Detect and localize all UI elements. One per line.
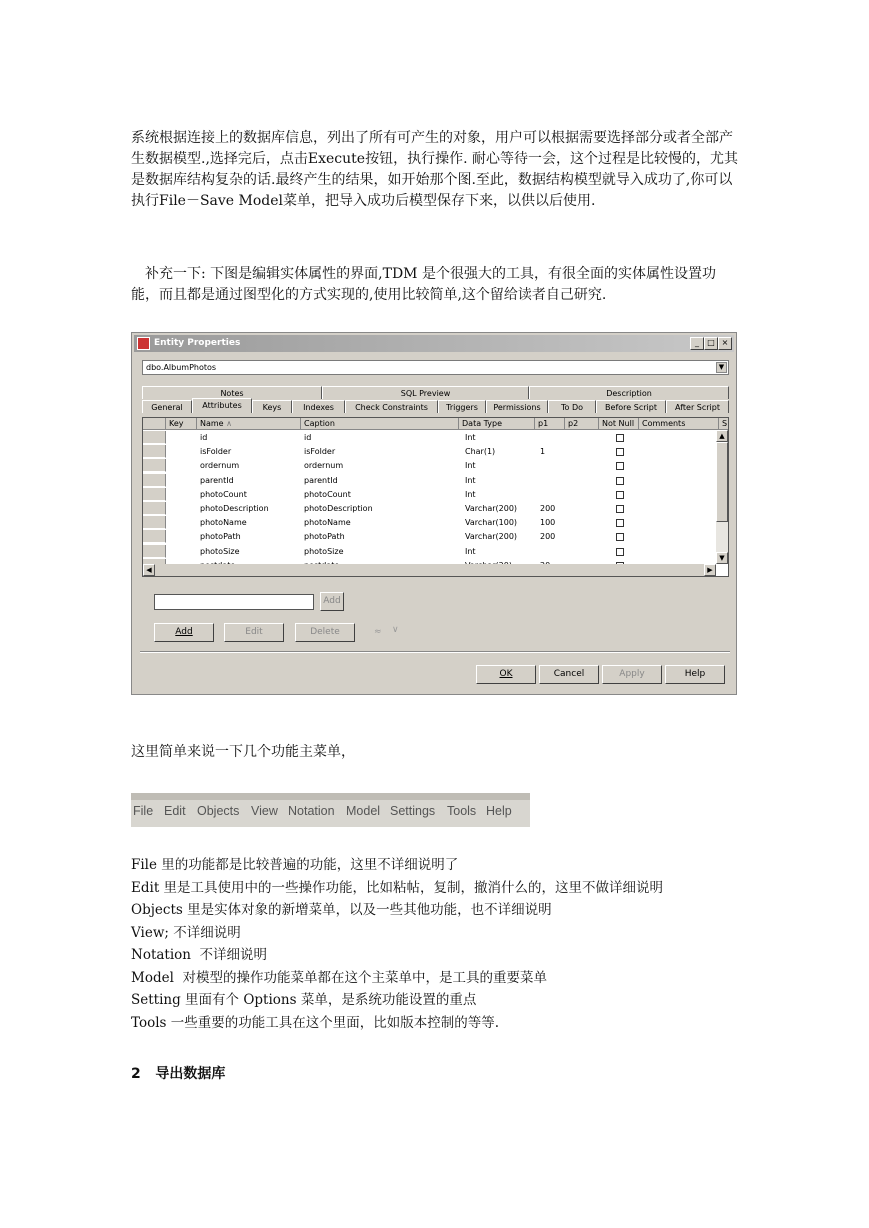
cell-caption: ordernum [304, 461, 344, 471]
menu-desc-tools: Tools 一些重要的功能工具在这个里面，比如版本控制的等等. [131, 1014, 500, 1031]
tab-general[interactable]: General [142, 400, 192, 413]
cell-caption: photoPath [304, 532, 345, 542]
menu-settings[interactable]: Settings [390, 804, 436, 818]
minimize-icon[interactable]: _ [690, 337, 704, 350]
row-selector[interactable] [143, 459, 166, 472]
tab-keys[interactable]: Keys [252, 400, 292, 413]
menu-edit[interactable]: Edit [164, 804, 186, 818]
not-null-checkbox[interactable] [616, 548, 624, 556]
col-header-comments[interactable]: Comments [639, 418, 719, 430]
row-selector[interactable] [143, 545, 166, 558]
menu-desc-setting: Setting 里面有个 Options 菜单，是系统功能设置的重点 [131, 992, 477, 1008]
cell-name: parentId [200, 475, 234, 485]
scroll-thumb[interactable] [716, 442, 728, 522]
dialog-titlebar [134, 335, 734, 352]
col-header-s[interactable]: S [719, 418, 729, 430]
menu-notation[interactable]: Notation [288, 804, 335, 818]
col-header-notnull[interactable]: Not Null [599, 418, 639, 430]
cell-name: photoCount [200, 489, 247, 499]
cell-name: photoName [200, 518, 247, 528]
row-selector[interactable] [143, 474, 166, 487]
maximize-icon[interactable]: □ [704, 337, 718, 350]
scroll-right-icon[interactable]: ▶ [704, 564, 716, 576]
close-icon[interactable]: × [718, 337, 732, 350]
not-null-checkbox[interactable] [616, 533, 624, 541]
apply-button[interactable]: Apply [602, 665, 662, 684]
cell-caption: photoDescription [304, 504, 373, 513]
cell-caption: photoCount [304, 489, 351, 499]
menu-help[interactable]: Help [486, 804, 512, 818]
table-row[interactable] [143, 459, 717, 473]
cell-name: ordernum [200, 461, 240, 471]
entity-select-value: dbo.AlbumPhotos [146, 363, 217, 372]
menu-descriptions [131, 854, 781, 1034]
not-null-checkbox[interactable] [616, 519, 624, 527]
row-selector[interactable] [143, 530, 166, 543]
menu-tools[interactable]: Tools [447, 804, 477, 818]
cell-type: Varchar(200) [465, 532, 518, 542]
col-header-p1[interactable]: p1 [535, 418, 565, 430]
tab-before-script[interactable]: Before Script [596, 400, 666, 413]
menu-desc-view: View; 不详细说明 [131, 924, 241, 941]
menu-view[interactable]: View [251, 804, 278, 818]
cell-caption: isFolder [304, 447, 336, 457]
intro-paragraph: 系统根据连接上的数据库信息，列出了所有可产生的对象，用户可以根据需要选择部分或者全部产生数据模型.,选择完后，点击Execute按钮，执行操作. 耐心等待一会，这个过程是比较慢的，尤其是数据库结构复杂的话.最终产生的结果，如开始那个图.至此，数据结构模型就导入成功了,你可以执行File－Save Model菜单，把导入成功后模型保存下来，以供以后使用. [131, 130, 738, 209]
not-null-checkbox[interactable] [616, 505, 624, 513]
cell-type: Int [465, 461, 476, 471]
table-row[interactable] [143, 474, 717, 488]
menu-file[interactable]: File [133, 804, 154, 818]
table-row[interactable] [143, 445, 717, 459]
cell-name: id [200, 433, 208, 442]
row-selector[interactable] [143, 445, 166, 458]
not-null-checkbox[interactable] [616, 448, 624, 456]
move-down-icon[interactable]: ∨ [392, 625, 399, 635]
cell-p1: 100 [540, 518, 556, 528]
menu-desc-model: Model 对模型的操作功能菜单都在这个主菜单中，是工具的重要菜单 [131, 969, 547, 986]
menu-model[interactable]: Model [346, 804, 381, 818]
app-icon [137, 337, 150, 350]
cell-p1: 200 [540, 504, 556, 513]
entity-select[interactable] [142, 360, 729, 375]
table-row[interactable] [143, 488, 717, 502]
cell-type: Int [465, 546, 476, 556]
scroll-up-icon[interactable]: ▲ [716, 430, 728, 442]
delete-button[interactable]: Delete [295, 623, 355, 642]
table-row[interactable] [143, 530, 717, 544]
cell-caption: id [304, 433, 312, 442]
cell-name: photoDescription [200, 504, 269, 513]
table-row[interactable] [143, 431, 717, 445]
tab-triggers[interactable]: Triggers [438, 400, 486, 413]
table-row[interactable] [143, 545, 717, 559]
col-header-name[interactable]: Name ∧ [197, 418, 301, 430]
cancel-button[interactable]: Cancel [539, 665, 599, 684]
cell-type: Int [465, 433, 476, 442]
move-up-icon[interactable]: ≈ [374, 627, 382, 637]
cell-p1: 200 [540, 532, 556, 542]
menu-desc-edit: Edit 里是工具使用中的一些操作功能，比如粘帖，复制，撤消什么的，这里不做详细说明 [131, 879, 664, 896]
menubar-top-strip [131, 793, 530, 800]
row-selector[interactable] [143, 502, 166, 515]
tab-todo[interactable]: To Do [548, 400, 596, 413]
tab-sql-preview[interactable]: SQL Preview [322, 386, 529, 399]
dialog-title: Entity Properties [154, 338, 241, 348]
new-attribute-input[interactable] [154, 594, 314, 610]
help-button[interactable]: Help [665, 665, 725, 684]
cell-name: photoPath [200, 532, 241, 542]
cell-type: Int [465, 475, 476, 485]
menubar-screenshot [131, 793, 530, 827]
cell-type: Varchar(100) [465, 518, 518, 528]
tab-indexes[interactable]: Indexes [292, 400, 345, 413]
add-button[interactable]: Add [154, 623, 214, 642]
cell-type: Char(1) [465, 447, 496, 457]
horizontal-scrollbar[interactable] [143, 564, 716, 576]
scroll-down-icon[interactable]: ▼ [716, 552, 728, 564]
cell-p1: 1 [540, 447, 546, 457]
tab-notes[interactable]: Notes [142, 386, 322, 399]
not-null-checkbox[interactable] [616, 491, 624, 499]
cell-type: Int [465, 489, 476, 499]
cell-caption: photoName [304, 518, 351, 528]
tab-permissions[interactable]: Permissions [486, 400, 548, 413]
ok-button[interactable]: OK [476, 665, 536, 684]
entity-properties-dialog [131, 332, 737, 695]
section-heading: 2 导出数据库 [131, 1066, 226, 1082]
tab-description[interactable]: Description [529, 386, 729, 399]
row-selector[interactable] [143, 488, 166, 501]
col-header-datatype[interactable]: Data Type [459, 418, 535, 430]
col-header-caption[interactable]: Caption [301, 418, 459, 430]
sort-asc-icon: ∧ [226, 419, 233, 428]
add-small-button[interactable]: Add [320, 592, 344, 611]
not-null-checkbox[interactable] [616, 477, 624, 485]
not-null-checkbox[interactable] [616, 434, 624, 442]
vertical-scrollbar[interactable] [716, 430, 728, 564]
chevron-down-icon[interactable]: ▼ [716, 362, 727, 373]
attributes-grid[interactable] [142, 417, 729, 577]
cell-caption: parentId [304, 475, 338, 485]
menu-desc-notation: Notation 不详细说明 [131, 947, 268, 963]
cell-type: Varchar(200) [465, 504, 518, 513]
tab-check-constraints[interactable]: Check Constraints [345, 400, 438, 413]
row-selector[interactable] [143, 516, 166, 529]
cell-name: isFolder [200, 447, 232, 457]
row-selector[interactable] [143, 431, 166, 444]
menu-desc-objects: Objects 里是实体对象的新增菜单，以及一些其他功能，也不详细说明 [131, 902, 552, 918]
menus-intro-text: 这里简单来说一下几个功能主菜单， [131, 744, 355, 760]
tab-after-script[interactable]: After Script [666, 400, 729, 413]
table-row[interactable] [143, 502, 717, 516]
col-header-select [143, 418, 166, 430]
col-header-p2[interactable]: p2 [565, 418, 599, 430]
edit-button[interactable]: Edit [224, 623, 284, 642]
tab-attributes[interactable]: Attributes [192, 398, 252, 413]
menu-objects[interactable]: Objects [197, 804, 240, 818]
supplement-paragraph: 补充一下: 下图是编辑实体属性的界面,TDM 是个很强大的工具，有很全面的实体属性设置功能，而且都是通过图型化的方式实现的,使用比较简单,这个留给读者自己研究. [131, 266, 716, 303]
cell-caption: photoSize [304, 546, 344, 556]
cell-name: photoSize [200, 546, 240, 556]
table-row[interactable] [143, 516, 717, 530]
scroll-left-icon[interactable]: ◀ [143, 564, 155, 576]
not-null-checkbox[interactable] [616, 462, 624, 470]
menu-desc-file: File 里的功能都是比较普遍的功能，这里不详细说明了 [131, 857, 459, 873]
dialog-separator [140, 651, 730, 653]
col-header-key[interactable]: Key [166, 418, 197, 430]
